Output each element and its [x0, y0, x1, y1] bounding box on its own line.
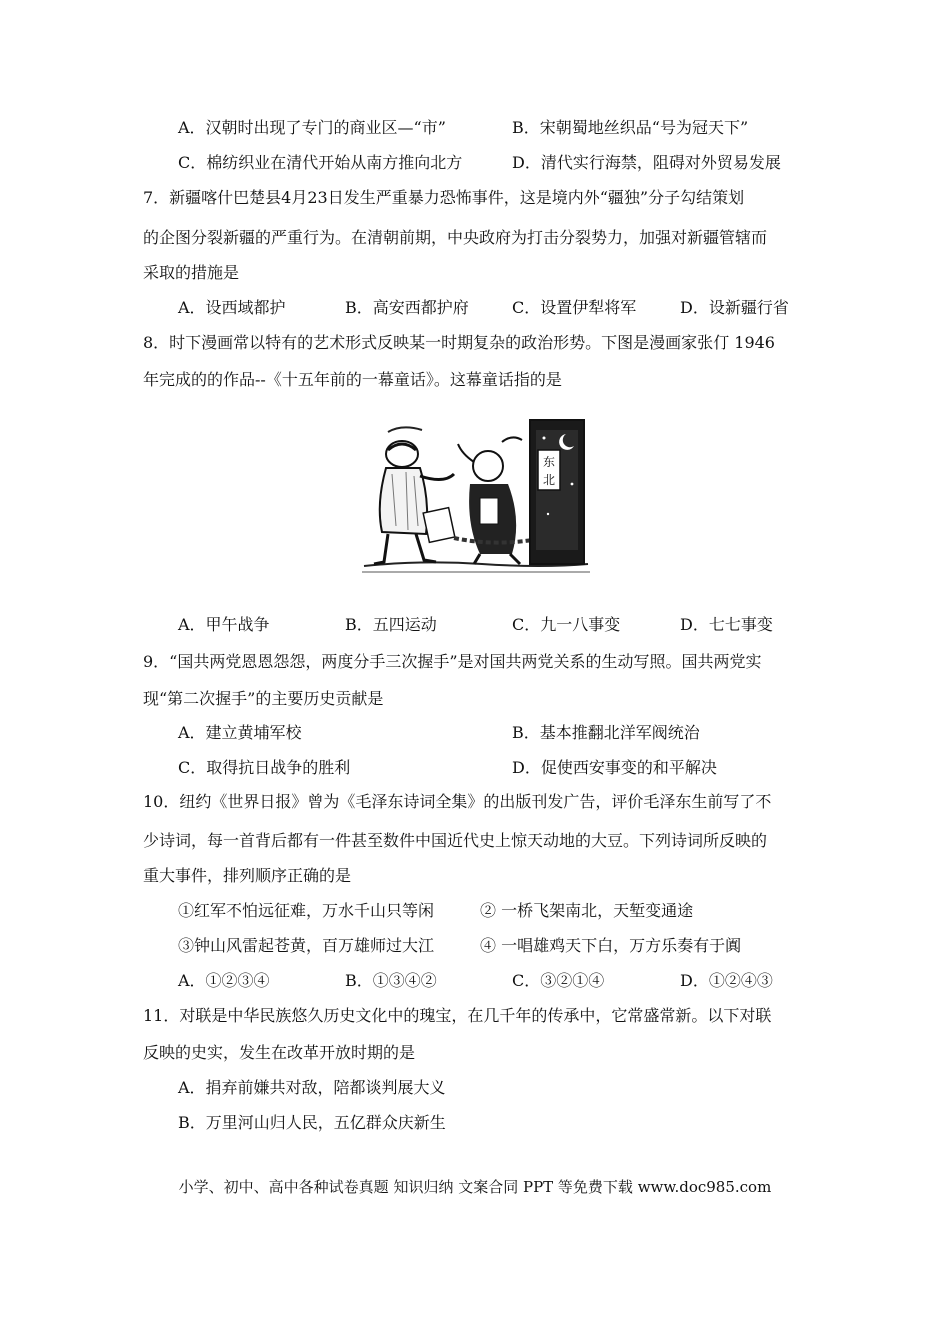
q6-option-a: A．汉朝时出现了专门的商业区—“市”: [178, 118, 446, 137]
q8-option-b: B．五四运动: [345, 615, 437, 634]
q6-option-b: B．宋朝蜀地丝织品“号为冠天下”: [512, 118, 749, 137]
q8-option-a: A．甲午战争: [178, 615, 270, 634]
q10-option-a: A．①②③④: [178, 971, 270, 990]
cartoon-label-1: 东: [542, 455, 556, 469]
q10-stem-line-1: 10．纽约《世界日报》曾为《毛泽东诗词全集》的出版刊发广告，评价毛泽东生前写了不: [143, 792, 772, 811]
q9-option-c: C．取得抗日战争的胜利: [178, 758, 351, 777]
q10-item-1: ①红军不怕远征难，万水千山只等闲: [178, 901, 435, 920]
q7-stem-line-1: 7．新疆喀什巴楚县4月23日发生严重暴力恐怖事件，这是境内外“疆独”分子勾结策划: [143, 188, 745, 207]
q7-option-b: B．高安西都护府: [345, 298, 469, 317]
q7-stem-line-2: 的企图分裂新疆的严重行为。在清朝前期，中央政府为打击分裂势力，加强对新疆管辖而: [143, 228, 768, 247]
q10-item-3: ③钟山风雷起苍黄，百万雄师过大江: [178, 936, 435, 955]
q8-stem-line-2: 年完成的的作品--《十五年前的一幕童话》。这幕童话指的是: [143, 370, 562, 389]
q8-option-d: D．七七事变: [680, 615, 773, 634]
q7-stem-line-3: 采取的措施是: [143, 263, 240, 282]
q7-option-a: A．设西域都护: [178, 298, 286, 317]
q9-option-a: A．建立黄埔军校: [178, 723, 302, 742]
q9-stem-line-1: 9．“国共两党恩恩怨怨，两度分手三次握手”是对国共两党关系的生动写照。国共两党实: [143, 652, 762, 671]
cartoon-illustration: [362, 414, 590, 576]
q11-option-b: B．万里河山归人民，五亿群众庆新生: [178, 1113, 446, 1132]
cartoon-label-2: 北: [542, 473, 556, 487]
q8-option-c: C．九一八事变: [512, 615, 621, 634]
q10-stem-line-2: 少诗词，每一首背后都有一件甚至数件中国近代史上惊天动地的大豆。下列诗词所反映的: [143, 831, 768, 850]
q7-option-d: D．设新疆行省: [680, 298, 789, 317]
q10-item-2: ② 一桥飞架南北，天堑变通途: [480, 901, 694, 920]
q11-stem-line-1: 11．对联是中华民族悠久历史文化中的瑰宝，在几千年的传承中，它常盛常新。以下对联: [143, 1006, 772, 1025]
q10-option-b: B．①③④②: [345, 971, 437, 990]
page-footer: 小学、初中、高中各种试卷真题 知识归纳 文案合同 PPT 等免费下载 www.doc985.com: [178, 1178, 772, 1196]
q6-option-c: C．棉纺织业在清代开始从南方推向北方: [178, 153, 463, 172]
q10-stem-line-3: 重大事件，排列顺序正确的是: [143, 866, 352, 885]
q10-option-d: D．①②④③: [680, 971, 773, 990]
q8-stem-line-1: 8．时下漫画常以特有的艺术形式反映某一时期复杂的政治形势。下图是漫画家张仃 1946: [143, 333, 775, 352]
q9-option-b: B．基本推翻北洋军阀统治: [512, 723, 700, 742]
q6-option-d: D．清代实行海禁，阻碍对外贸易发展: [512, 153, 781, 172]
q10-option-c: C．③②①④: [512, 971, 605, 990]
q11-option-a: A．捐弃前嫌共对敌，陪都谈判展大义: [178, 1078, 446, 1097]
q11-stem-line-2: 反映的史实，发生在改革开放时期的是: [143, 1043, 416, 1062]
q7-option-c: C．设置伊犁将军: [512, 298, 637, 317]
q10-item-4: ④ 一唱雄鸡天下白，万方乐奏有于阗: [480, 936, 742, 955]
q9-option-d: D．促使西安事变的和平解决: [512, 758, 717, 777]
q9-stem-line-2: 现“第二次握手”的主要历史贡献是: [143, 689, 384, 708]
